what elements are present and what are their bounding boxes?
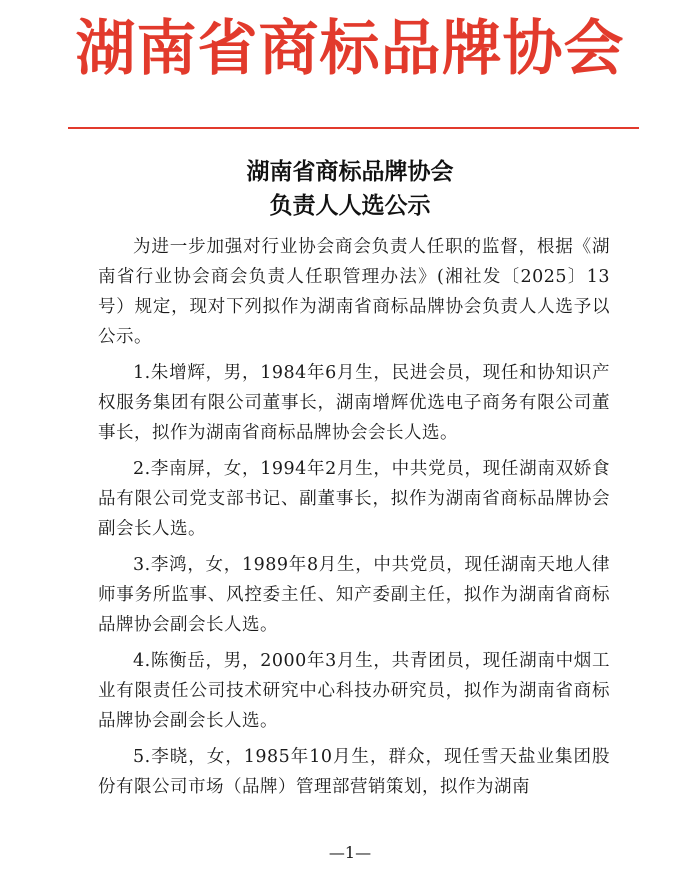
red-divider-line [68,127,639,129]
candidate-paragraph-4: 4.陈衡岳，男，2000年3月生，共青团员，现任湖南中烟工业有限责任公司技术研究中心科技办研究员，拟作为湖南省商标品牌协会副会长人选。 [98,651,610,731]
intro-paragraph: 为进一步加强对行业协会商会负责人任职的监督，根据《湖南省行业协会商会负责人任职管理办法》(湘社发〔2025〕13号）规定，现对下列拟作为湖南省商标品牌协会负责人人选予以公示。 [98,237,610,347]
document-title-line-1: 湖南省商标品牌协会 [246,159,454,185]
candidate-paragraph-5: 5.李晓，女，1985年10月生，群众，现任雪天盐业集团股份有限公司市场（品牌）管理部营销策划，拟作为湖南 [98,747,610,797]
candidate-paragraph-3: 3.李鸿，女，1989年8月生，中共党员，现任湖南天地人律师事务所监事、风控委主任、知产委副主任，拟作为湖南省商标品牌协会副会长人选。 [98,555,610,635]
masthead-org-name: 湖南省商标品牌协会 [75,14,625,84]
document-title-line-2: 负责人人选公示 [269,193,431,219]
page-number: —1— [328,843,372,862]
candidate-paragraph-1: 1.朱增辉，男，1984年6月生，民进会员，现任和协知识产权服务集团有限公司董事长，湖南增辉优选电子商务有限公司董事长，拟作为湖南省商标品牌协会会长人选。 [98,363,610,443]
document-body [98,232,610,808]
candidate-paragraph-2: 2.李南屏，女，1994年2月生，中共党员，现任湖南双娇食品有限公司党支部书记、副董事长，拟作为湖南省商标品牌协会副会长人选。 [98,459,610,539]
